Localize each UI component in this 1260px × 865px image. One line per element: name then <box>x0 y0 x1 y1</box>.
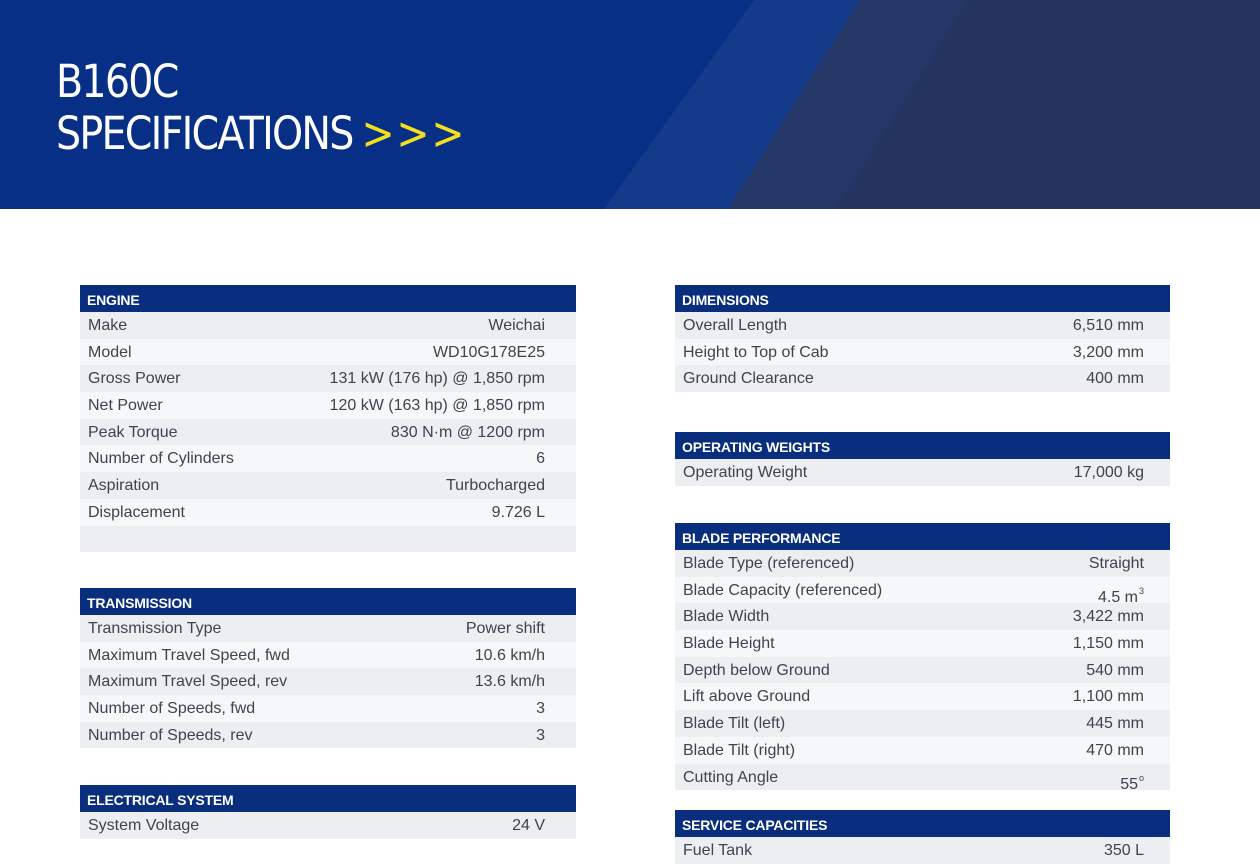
spec-row <box>80 722 576 749</box>
spec-value: 3,422 mm <box>1072 608 1144 626</box>
spec-label: Blade Tilt (right) <box>683 741 796 759</box>
spec-label: Lift above Ground <box>683 688 811 706</box>
electrical-section <box>80 785 576 839</box>
spec-label: Transmission Type <box>88 620 222 637</box>
subtitle: SPECIFICATIONS <box>56 107 353 160</box>
spec-value-cell <box>1086 365 1144 392</box>
spec-row <box>675 339 1170 366</box>
spec-value-cell <box>492 499 545 526</box>
spec-row <box>80 642 576 669</box>
spec-label: Ground Clearance <box>683 370 814 388</box>
spec-value: 10.6 km/h <box>474 646 545 664</box>
header-banner <box>0 0 1260 209</box>
spec-row <box>80 392 576 419</box>
model-name: B160C <box>56 55 178 108</box>
section-header: ELECTRICAL SYSTEM <box>80 785 576 812</box>
spec-label: Blade Width <box>683 608 770 626</box>
spec-value-cell <box>446 472 545 499</box>
spec-label: Aspiration <box>88 477 160 495</box>
spec-row <box>675 550 1170 577</box>
spec-label: Displacement <box>88 503 185 521</box>
spec-value: 13.6 km/h <box>474 673 545 691</box>
spec-value: Weichai <box>488 317 545 334</box>
section-header: DIMENSIONS <box>675 285 1170 312</box>
spec-value: 6,510 mm <box>1072 317 1144 334</box>
spec-row <box>80 668 576 695</box>
unit-superscript: 3 <box>1138 585 1144 596</box>
spec-label: Depth below Ground <box>683 661 830 679</box>
spec-value: WD10G178E25 <box>432 343 545 361</box>
spec-row <box>80 365 576 392</box>
spec-value: 17,000 kg <box>1073 464 1144 481</box>
spec-row <box>80 615 576 642</box>
spec-label: System Voltage <box>88 817 200 834</box>
spec-value-cell <box>1120 764 1144 791</box>
spec-value-cell <box>1086 710 1144 737</box>
spec-value: 3 <box>536 700 545 718</box>
spec-value-cell <box>536 722 545 749</box>
section-header: TRANSMISSION <box>80 588 576 615</box>
spec-value: 24 V <box>512 817 545 834</box>
spec-row <box>80 419 576 446</box>
page-title <box>56 56 466 160</box>
engine-section <box>80 285 576 552</box>
spec-value: 470 mm <box>1086 741 1144 759</box>
spec-label: Operating Weight <box>683 464 808 481</box>
spec-row <box>80 499 576 526</box>
spec-label: Net Power <box>88 397 163 415</box>
spec-row <box>675 459 1170 486</box>
arrows-icon: >>> <box>361 107 467 160</box>
spec-label: Maximum Travel Speed, rev <box>88 673 288 691</box>
transmission-section <box>80 588 576 748</box>
spec-value: 830 N·m @ 1200 rpm <box>390 423 545 441</box>
spec-value: 4.5 m <box>1097 588 1138 606</box>
spec-rows <box>80 812 576 839</box>
spec-label: Maximum Travel Speed, fwd <box>88 646 290 664</box>
spec-row <box>675 683 1170 710</box>
spec-rows <box>80 312 576 526</box>
spec-value-cell <box>1089 550 1144 577</box>
spec-value-cell <box>330 392 545 419</box>
spec-row <box>80 312 576 339</box>
spec-value: Power shift <box>465 620 545 637</box>
operating-weights-section <box>675 432 1170 486</box>
spec-row <box>675 365 1170 392</box>
spec-row <box>675 312 1170 339</box>
spec-value: Turbocharged <box>445 477 545 495</box>
spec-label: Number of Speeds, fwd <box>88 700 256 718</box>
title-line <box>56 108 466 160</box>
spec-value-cell <box>1073 312 1144 339</box>
spec-value-cell <box>330 365 545 392</box>
spec-value: 55 <box>1120 775 1138 793</box>
spec-label: Model <box>88 343 132 361</box>
spec-value: 1,150 mm <box>1072 635 1144 653</box>
spec-value: Straight <box>1088 555 1144 572</box>
spec-value-cell <box>1073 603 1144 630</box>
spec-row <box>80 812 576 839</box>
spec-label: Blade Height <box>683 635 775 653</box>
spec-label: Fuel Tank <box>683 842 753 859</box>
spec-value-cell <box>1074 459 1144 486</box>
spec-value-cell <box>466 615 545 642</box>
spec-value-cell <box>433 339 545 366</box>
spec-row <box>675 837 1170 864</box>
spec-row <box>675 737 1170 764</box>
spec-value-cell <box>1086 657 1144 684</box>
spec-row <box>80 472 576 499</box>
spec-value: 3,200 mm <box>1072 343 1144 361</box>
spec-value-cell <box>488 312 545 339</box>
spec-value: 350 L <box>1103 842 1144 859</box>
spec-value: 1,100 mm <box>1072 688 1144 706</box>
blade-performance-section <box>675 523 1170 793</box>
spec-value-cell <box>512 812 545 839</box>
spec-label: Peak Torque <box>88 423 178 441</box>
spec-rows <box>675 459 1170 486</box>
service-capacities-section <box>675 810 1170 864</box>
spec-value: 120 kW (163 hp) @ 1,850 rpm <box>329 397 545 415</box>
spec-label: Height to Top of Cab <box>683 343 829 361</box>
section-header: BLADE PERFORMANCE <box>675 523 1170 550</box>
section-header: SERVICE CAPACITIES <box>675 810 1170 837</box>
spec-value-cell <box>1073 339 1144 366</box>
spec-value-cell <box>1073 683 1144 710</box>
dimensions-section <box>675 285 1170 392</box>
spec-label: Blade Capacity (referenced) <box>683 581 883 599</box>
spec-value-cell <box>475 668 545 695</box>
spec-label: Cutting Angle <box>683 768 779 786</box>
spec-value: 445 mm <box>1086 715 1144 733</box>
spec-row <box>80 695 576 722</box>
unit-superscript: o <box>1138 772 1144 783</box>
spec-row <box>80 339 576 366</box>
section-header: OPERATING WEIGHTS <box>675 432 1170 459</box>
spec-value: 540 mm <box>1086 661 1144 679</box>
spec-row <box>675 764 1170 791</box>
spec-value-cell <box>536 695 545 722</box>
spec-label: Make <box>88 317 128 334</box>
spec-rows <box>675 550 1170 793</box>
spec-label: Blade Type (referenced) <box>683 555 855 572</box>
spec-value: 3 <box>536 726 545 744</box>
spec-value: 400 mm <box>1086 370 1144 388</box>
spec-value: 9.726 L <box>491 503 545 521</box>
spec-label: Overall Length <box>683 317 788 334</box>
spec-value-cell <box>1098 577 1144 604</box>
spec-value-cell <box>391 419 545 446</box>
spec-value: 131 kW (176 hp) @ 1,850 rpm <box>329 370 545 388</box>
spec-row <box>675 630 1170 657</box>
spec-row <box>675 710 1170 737</box>
spec-value-cell <box>475 642 545 669</box>
spec-label: Number of Speeds, rev <box>88 726 253 744</box>
spec-value-cell <box>536 445 545 472</box>
spec-row <box>675 577 1170 604</box>
spec-value-cell <box>1073 630 1144 657</box>
spec-label: Blade Tilt (left) <box>683 715 786 733</box>
spec-rows <box>675 837 1170 864</box>
spec-row <box>675 657 1170 684</box>
spec-label: Number of Cylinders <box>88 450 234 468</box>
section-spacer <box>80 526 576 552</box>
spec-value-cell <box>1086 737 1144 764</box>
spec-rows <box>675 312 1170 392</box>
spec-value: 6 <box>536 450 545 468</box>
spec-rows <box>80 615 576 748</box>
spec-value-cell <box>1104 837 1144 864</box>
spec-row <box>675 603 1170 630</box>
spec-label: Gross Power <box>88 370 181 388</box>
section-header: ENGINE <box>80 285 576 312</box>
spec-row <box>80 445 576 472</box>
